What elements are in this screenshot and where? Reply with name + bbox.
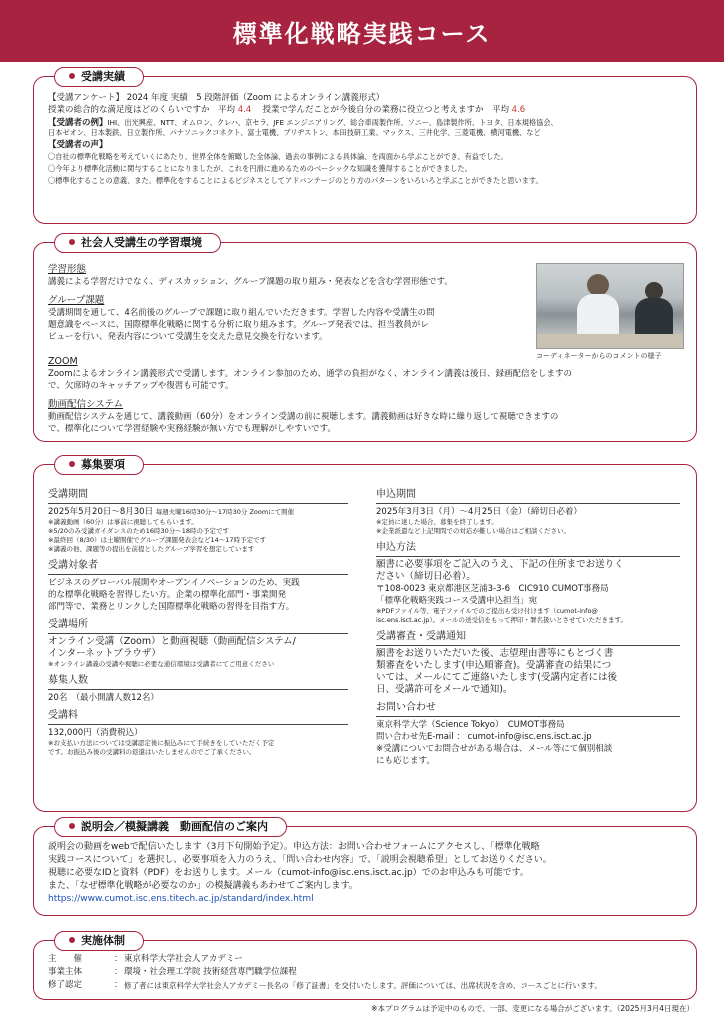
system-section <box>33 934 697 1000</box>
briefing-line-1: 説明会の動画をwebで配信いたします（3月下旬開始予定）。申込方法：お問い合わせフォームにアクセスし、「標準化戦略 <box>48 842 540 852</box>
voice-1: 〇自社の標準化戦略を考えていくにあたり、世界全体を俯瞰した全体論、過去の事例による具体論、を両面から学ぶことができ、有益でした。 <box>48 152 508 161</box>
env-p2a: 受講期間を通して、4名前後のグループで課題に取り組んでいただきます。学習した内容や受講生の問 <box>48 308 435 318</box>
place-note: ※オンライン講義の受講や視聴に必要な通信環境は受講者にてご用意ください <box>48 660 275 668</box>
fee-heading: 受講料 <box>48 709 348 725</box>
q1-value: 4.4 <box>237 105 252 115</box>
briefing-heading-text: 説明会／模擬講義 動画配信のご案内 <box>81 820 268 833</box>
system-value: 修了者には東京科学大学社会人アカデミー長名の「修了証書」を交付いたします。評価については、出席状況を含め、コースごとに行います。 <box>124 981 602 990</box>
briefing-section <box>33 820 697 916</box>
review-heading: 受講審査・受講通知 <box>376 630 680 646</box>
method-note-2: isc.ens.isct.ac.jp）。メールの送受信をもって押印・署名扱いとさせていただきます。 <box>376 616 627 624</box>
place-line-2: インターネットブラウザ） <box>48 648 161 659</box>
class-photo <box>536 263 684 349</box>
results-heading-text: 受講実績 <box>81 70 125 83</box>
env-h3: ZOOM <box>48 356 78 367</box>
contact-line-3: ※受講についてお問合せがある場合は、メール等にて個別相談 <box>376 744 613 754</box>
bullet-dot-icon <box>69 461 75 467</box>
system-heading <box>54 931 144 951</box>
env-h1: 学習形態 <box>48 264 87 275</box>
footer-note: ※本プログラムは予定中のもので、一部、変更になる場合がございます。（2025月3月4日現在） <box>371 1004 694 1013</box>
method-line-1: 願書に必要事項をご記入のうえ、下記の住所までお送りく <box>376 559 624 570</box>
place-line-1: オンライン受講（Zoom）と動画視聴（動画配信システム/ <box>48 636 296 647</box>
voice-3: 〇標準化することの意義、また、標準化をすることによるビジネスとしてアドバンテージのとり方のパターンをいろいろと学ぶことができたと思います。 <box>48 176 543 185</box>
recruit-heading-text: 募集要項 <box>81 458 125 471</box>
period-note-4: ※講義の他、課題等の提出を前提としたグループ学習を想定しています <box>48 545 255 553</box>
system-value: 環境・社会理工学院 技術経営専門職学位課程 <box>124 967 297 977</box>
bullet-dot-icon <box>69 937 75 943</box>
voice-2: 〇今年より標準化活動に関与することになりましたが、これを円滑に進めるためのベーシックな知識を獲得することができました。 <box>48 164 472 173</box>
bullet-dot-icon <box>69 239 75 245</box>
contact-line-1: 東京科学大学（Science Tokyo） CUMOT事務局 <box>376 720 565 730</box>
fee-line: 132,000円（消費税込） <box>48 728 143 738</box>
briefing-line-3: 視聴に必要なIDと資料（PDF）をお送りします。メール（cumot-info@isc.ens.isct.ac.jp）でのお申込みも可能です。 <box>48 868 529 878</box>
period-dates: 2025年5月20日～8月30日 <box>48 507 154 517</box>
period-note-2: ※5/20のみ受講ガイダンスのため16時30分～18時の予定です <box>48 527 230 535</box>
system-key: 修了認定 <box>48 980 83 990</box>
results-heading <box>54 67 144 87</box>
briefing-line-2: 実践コースについて」を選択し、必要事項を入力のうえ、「問い合わせ内容」で、「説明会視聴希望」としてお送りください。 <box>48 855 552 865</box>
apply-note-2: ※企業派遣など上記期間での対応が難しい場合はご相談ください。 <box>376 527 570 535</box>
system-key: 事業主体 <box>48 967 83 977</box>
examples-label: 【受講者の例】 <box>48 118 108 128</box>
review-line-2: 類審査をいたします(申込順審査)。受講審査の結果につ <box>376 660 612 671</box>
contact-heading: お問い合わせ <box>376 701 680 717</box>
env-h2: グループ課題 <box>48 295 105 306</box>
photo-person-1 <box>587 274 609 296</box>
bullet-dot-icon <box>69 73 75 79</box>
photo-table <box>537 334 684 349</box>
system-key: 主 催 <box>48 954 83 964</box>
target-heading: 受講対象者 <box>48 559 348 575</box>
env-p3a: Zoomによるオンライン講義形式で受講します。オンライン参加のため、通学の負担がなく、オンライン講義は後日、録画配信をしますの <box>48 369 573 379</box>
num-line: 20名 （最小開講人数12名） <box>48 693 159 703</box>
environment-heading <box>54 233 221 253</box>
env-p4a: 動画配信システムを通じて、講義動画（60分）をオンライン受講の前に視聴します。講義動画は好きな時に繰り返して視聴できますの <box>48 412 559 422</box>
review-line-3: いては、メールにてご連絡いたします(受講内定者には後 <box>376 672 618 683</box>
apply-heading: 申込期間 <box>376 488 680 504</box>
contact-line-4: にも応じます。 <box>376 756 435 766</box>
method-line-2: ださい（締切日必着）。 <box>376 571 476 582</box>
fee-note-2: です。お振込み後の受講料の返還はいたしませんのでご了承ください。 <box>48 748 256 756</box>
system-row-cert: 修了認定 ： 修了者には東京科学大学社会人アカデミー長名の「修了証書」を交付いたします。評価については、出席状況を含め、コースごとに行います。 <box>48 980 602 990</box>
target-line-2: 的な標準化戦略を習得したい方。企業の標準化部門・事業開発 <box>48 590 287 600</box>
place-heading: 受講場所 <box>48 618 348 634</box>
fee-note-1: ※お支払い方法については受講認定後に振込みにて手続きをしていただく予定 <box>48 739 275 747</box>
method-note-1: ※PDFファイル等、電子ファイルでのご提出も受け付けます（cumot-info@ <box>376 607 598 615</box>
voices-label: 【受講者の声】 <box>48 140 108 150</box>
env-p2c: ビューを行い、発表内容について受講生を交えた意見交換を行ないます。 <box>48 332 328 342</box>
system-row-host: 主 催 ： 東京科学大学社会人アカデミー <box>48 954 243 964</box>
env-p4b: で、標準化について学習経験や実務経験が無い方でも理解がしやすいです。 <box>48 424 336 434</box>
target-line-1: ビジネスのグローバル展開やオープンイノベーションのため、実践 <box>48 578 300 588</box>
photo-caption: コーディネーターからのコメントの様子 <box>536 352 662 360</box>
survey-line: 【受講アンケート】 2024 年度 実績 5 段階評価（Zoom によるオンライン講義形式） <box>48 93 385 103</box>
review-line-4: 日、受講許可をメールで通知)。 <box>376 684 513 695</box>
period-schedule: 毎週火曜16時30分～17時30分 Zoomにて開催 <box>155 508 295 516</box>
examples-line-1: IHI、出光興産、NTT、オムロン、クレハ、京セラ、JFE エンジニアリング、総合車両製作所、ソニー、島津製作所、トヨタ、日本規格協会、 <box>107 118 558 127</box>
apply-line: 2025年3月3日（月）～4月25日（金）（締切日必着） <box>376 507 582 517</box>
results-section <box>33 70 697 224</box>
apply-note-1: ※定員に達した場合、募集を終了します。 <box>376 518 498 526</box>
briefing-url-link[interactable]: https://www.cumot.isc.ens.titech.ac.jp/standard/index.html <box>48 894 314 904</box>
period-note-3: ※最終回（8/30）は土曜開催でグループ課題発表会など14～17時予定です <box>48 536 267 544</box>
review-line-1: 願書をお送りいただいた後、志望理由書等にもとづく書 <box>376 648 614 659</box>
recruit-left-column <box>48 483 348 757</box>
recruit-right-column <box>376 483 680 767</box>
environment-section <box>33 236 697 442</box>
examples <box>48 118 684 138</box>
period-main <box>48 506 348 518</box>
q1-text: 授業の総合的な満足度はどのくらいですか 平均 <box>48 105 236 115</box>
contact-email[interactable]: 問い合わせ先E-mail ： cumot-info@isc.ens.isct.ac.jp <box>376 732 592 742</box>
num-heading: 募集人数 <box>48 674 348 690</box>
env-p2b: 題意識をベースに、国際標準化戦略に関する分析に取り組みます。グループ発表では、担当教員がレ <box>48 320 429 330</box>
examples-line-2: 日本ゼオン、日本製鉄、日立製作所、パナソニックコネクト、富士電機、ブリヂストン、本田技研工業、マックス、三井化学、三菱電機、横河電機、など <box>48 128 541 137</box>
target-line-3: 部門等で、業務とリンクした国際標準化戦略の習得を目指す方。 <box>48 602 295 612</box>
env-h4: 動画配信システム <box>48 399 124 410</box>
briefing-heading <box>54 817 287 837</box>
period-note-1: ※講義動画（60分）は事前に視聴してもらいます。 <box>48 518 198 526</box>
survey-questions <box>48 104 684 116</box>
system-value: 東京科学大学社会人アカデミー <box>124 954 243 964</box>
recruit-heading <box>54 455 144 475</box>
env-p3b: で、欠席時のキャッチアップや復習も可能です。 <box>48 381 234 391</box>
page-title: 標準化戦略実践コース <box>0 0 724 62</box>
system-heading-text: 実施体制 <box>81 934 125 947</box>
method-line-3: 〒108-0023 東京都港区芝浦3-3-6 CIC910 CUMOT事務局 <box>376 584 609 594</box>
method-line-4: 「標準化戦略実践コース受講申込担当」宛 <box>376 596 538 606</box>
method-heading: 申込方法 <box>376 541 680 557</box>
bullet-dot-icon <box>69 823 75 829</box>
system-row-body: 事業主体 ： 環境・社会理工学院 技術経営専門職学位課程 <box>48 967 297 977</box>
q2-value: 4.6 <box>511 105 526 115</box>
period-heading: 受講期間 <box>48 488 348 504</box>
q2-text: 授業で学んだことが今後自分の業務に役立つと考えますか 平均 <box>262 105 509 115</box>
environment-heading-text: 社会人受講生の学習環境 <box>81 236 202 249</box>
env-p1: 講義による学習だけでなく、ディスカッション、グループ課題の取り組み・発表などを含む学習形態です。 <box>48 277 453 287</box>
briefing-line-4: また、「なぜ標準化戦略が必要なのか」の模擬講義もあわせてご案内します。 <box>48 881 358 891</box>
recruit-section <box>33 458 697 812</box>
